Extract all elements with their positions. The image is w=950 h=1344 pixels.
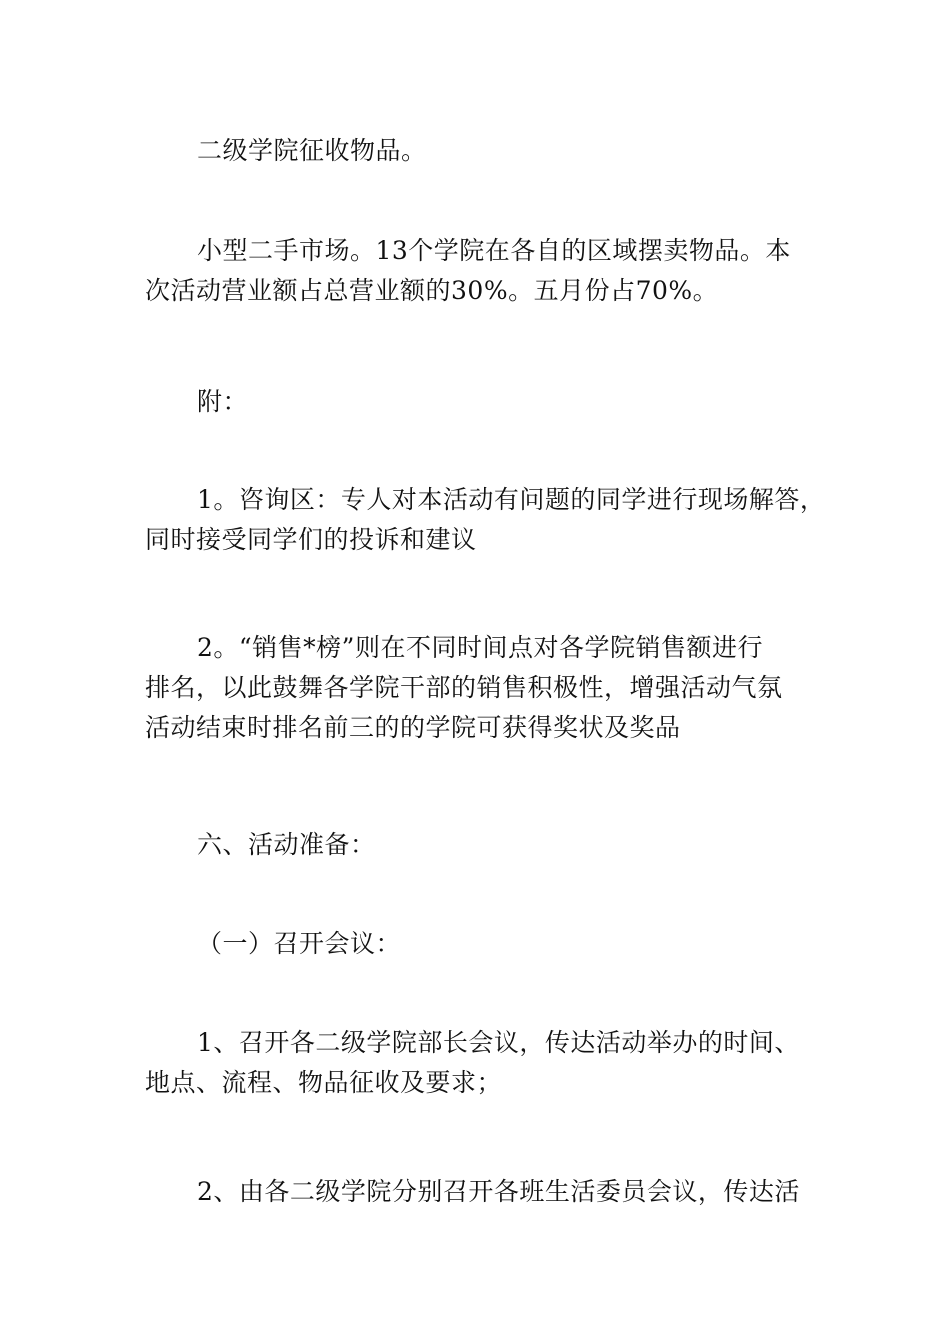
text-line: 附： [197, 387, 249, 416]
text-line: 六、活动准备： [197, 830, 376, 859]
text-line: 排名，以此鼓舞各学院干部的销售积极性，增强活动气氛 [145, 673, 783, 702]
text-line: 地点、流程、物品征收及要求； [145, 1068, 503, 1097]
paragraph-sales-ranking [145, 628, 810, 748]
text-line: 1、召开各二级学院部长会议，传达活动举办的时间、 [197, 1028, 800, 1057]
text-line: 二级学院征收物品。 [197, 136, 427, 165]
paragraph-minister-meeting [145, 1023, 810, 1103]
subsection-heading-meeting [145, 924, 810, 964]
paragraph-appendix [145, 382, 810, 422]
text-line: 1。咨询区：专人对本活动有问题的同学进行现场解答， [197, 485, 826, 514]
text-line: （一）召开会议： [197, 929, 402, 958]
text-line: 活动结束时排名前三的的学院可获得奖状及奖品 [145, 713, 681, 742]
text-line: 同时接受同学们的投诉和建议 [145, 525, 477, 554]
text-line: 2。“销售*榜”则在不同时间点对各学院销售额进行 [197, 633, 763, 662]
paragraph-consulting-area [145, 480, 826, 560]
paragraph-collect-items [145, 131, 810, 171]
text-line: 次活动营业额占总营业额的30%。五月份占70%。 [145, 276, 719, 305]
paragraph-class-committee-meeting [145, 1172, 810, 1212]
text-line: 2、由各二级学院分别召开各班生活委员会议，传达活 [197, 1177, 800, 1206]
paragraph-second-hand-market [145, 231, 810, 311]
text-line: 小型二手市场。13个学院在各自的区域摆卖物品。本 [197, 236, 791, 265]
section-heading-preparation [145, 825, 810, 865]
